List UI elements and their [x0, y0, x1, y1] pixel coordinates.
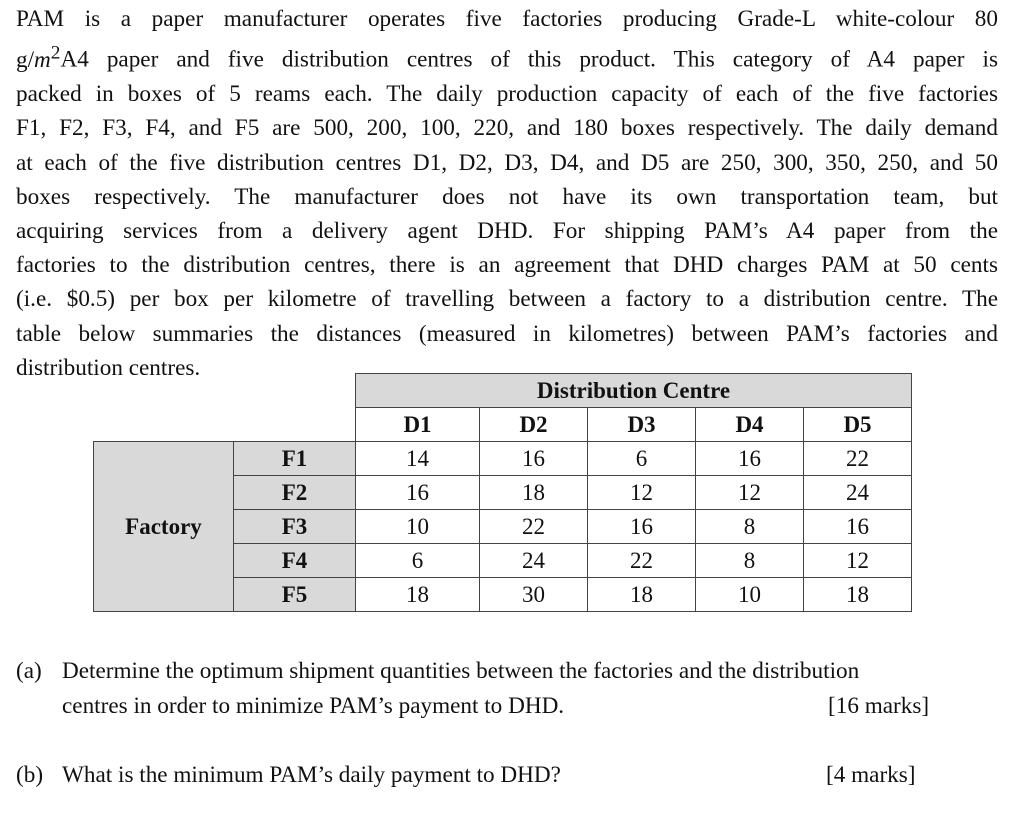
- statement-line-5: at each of the five distribution centres D1, D2, D3, D4, and D5 are 250, 300, 350, 250, and 50: [16, 149, 998, 176]
- column-header-row: [94, 408, 912, 442]
- table-cell: 12: [696, 476, 804, 510]
- table-cell: 10: [356, 510, 480, 544]
- statement-line-4: F1, F2, F3, F4, and F5 are 500, 200, 100, 220, and 180 boxes respectively. The daily demand: [16, 115, 998, 142]
- row-header: F5: [234, 578, 356, 612]
- grammage-unit: $g/m^2$: [16, 42, 61, 73]
- table-cell: 24: [804, 476, 912, 510]
- table-cell: 18: [588, 578, 696, 612]
- row-header: F1: [234, 442, 356, 476]
- table-cell: 30: [480, 578, 588, 612]
- table-title: Distribution Centre: [356, 374, 912, 408]
- table-row: [94, 442, 912, 476]
- problem-statement: [16, 2, 998, 385]
- statement-line-8: factories to the distribution centres, there is an agreement that DHD charges PAM at 50 cents: [16, 252, 998, 279]
- statement-line-1: PAM is a paper manufacturer operates five factories producing Grade-L white-colour 80: [16, 6, 998, 32]
- question-a-line-2: centres in order to minimize PAM’s payment to DHD.: [62, 693, 565, 719]
- question-a-label: (a): [16, 658, 42, 684]
- row-header: F4: [234, 544, 356, 578]
- column-header: D3: [588, 408, 696, 442]
- table-cell: 16: [804, 510, 912, 544]
- table-cell: 18: [804, 578, 912, 612]
- table-cell: 18: [356, 578, 480, 612]
- table-title-row: [94, 374, 912, 408]
- column-header: D1: [356, 408, 480, 442]
- row-header: F3: [234, 510, 356, 544]
- table-cell: 10: [696, 578, 804, 612]
- column-header: D4: [696, 408, 804, 442]
- distance-table: [93, 373, 912, 612]
- table-cell: 12: [588, 476, 696, 510]
- table-cell: 16: [480, 442, 588, 476]
- statement-line-10: table below summaries the distances (measured in kilometres) between PAM’s factories and: [16, 320, 998, 347]
- row-header: F2: [234, 476, 356, 510]
- statement-line-6: boxes respectively. The manufacturer does not have its own transportation team, but: [16, 183, 998, 210]
- row-group-label: Factory: [94, 442, 234, 612]
- table-cell: 24: [480, 544, 588, 578]
- table-cell: 14: [356, 442, 480, 476]
- statement-line-3: packed in boxes of 5 reams each. The daily production capacity of each of the five factories: [16, 81, 998, 108]
- question-a-marks: [16 marks]: [828, 693, 930, 719]
- statement-line-9: (i.e. $0.5) per box per kilometre of travelling between a factory to a distribution centre. The: [16, 286, 998, 313]
- statement-line-2: $g/m^2A4$ paper and five distribution centres of this product. This category of A4 paper is: [16, 42, 998, 73]
- table-cell: 16: [588, 510, 696, 544]
- table-cell: 22: [804, 442, 912, 476]
- table-cell: 16: [696, 442, 804, 476]
- table-cell: 22: [588, 544, 696, 578]
- table-cell: 6: [588, 442, 696, 476]
- question-b-label: (b): [16, 762, 44, 788]
- table-cell: 22: [480, 510, 588, 544]
- question-b-text: What is the minimum PAM’s daily payment to DHD?: [62, 762, 561, 788]
- table-cell: 18: [480, 476, 588, 510]
- statement-line-7: acquiring services from a delivery agent DHD. For shipping PAM’s A4 paper from the: [16, 217, 998, 244]
- statement-line-11: distribution centres.: [16, 354, 201, 381]
- table-cell: 8: [696, 544, 804, 578]
- table-cell: 6: [356, 544, 480, 578]
- column-header: D5: [804, 408, 912, 442]
- question-b-marks: [4 marks]: [826, 762, 916, 788]
- table-cell: 12: [804, 544, 912, 578]
- table-cell: 16: [356, 476, 480, 510]
- column-header: D2: [480, 408, 588, 442]
- table-cell: 8: [696, 510, 804, 544]
- question-a-line-1: Determine the optimum shipment quantities between the factories and the distribution: [62, 658, 860, 684]
